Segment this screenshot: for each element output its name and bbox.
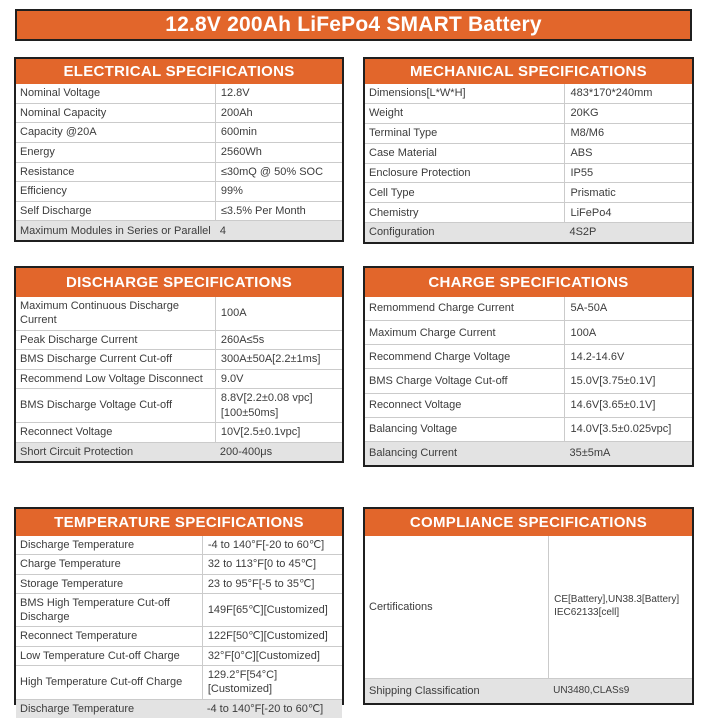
spec-row — [16, 536, 342, 554]
spec-label: Recommend Charge Voltage — [369, 350, 511, 363]
spec-label: BMS Discharge Voltage Cut-off — [20, 399, 173, 412]
spec-value: 20KG — [564, 104, 692, 123]
discharge-specs-body — [16, 297, 342, 461]
spec-row — [365, 441, 692, 465]
spec-row — [365, 320, 692, 344]
spec-value: -4 to 140°F[-20 to 60℃] — [206, 702, 324, 715]
spec-value: 15.0V[3.75±0.1V] — [564, 369, 692, 392]
spec-row — [365, 368, 692, 392]
spec-value: Prismatic — [564, 183, 692, 202]
spec-value: 260A≤5s — [215, 331, 342, 349]
spec-value: -4 to 140°F[-20 to 60℃] — [202, 536, 342, 554]
spec-value: 14.2-14.6V — [564, 345, 692, 368]
spec-label: Discharge Temperature — [20, 539, 135, 551]
spec-label: Maximum Charge Current — [369, 326, 496, 339]
spec-row — [16, 103, 342, 123]
spec-label: Certifications — [369, 600, 433, 613]
spec-label: Energy — [20, 146, 55, 159]
spec-value: 9.0V — [215, 370, 342, 388]
discharge-specs-title: DISCHARGE SPECIFICATIONS — [16, 268, 342, 297]
spec-row — [16, 181, 342, 201]
spec-label: Self Discharge — [20, 204, 92, 217]
spec-label: Balancing Current — [369, 447, 458, 460]
spec-label: High Temperature Cut-off Charge — [20, 676, 183, 689]
spec-row — [16, 646, 342, 665]
spec-row — [365, 123, 692, 143]
spec-label: Maximum Modules in Series or Parallel — [20, 224, 211, 237]
spec-value: ≤3.5% Per Month — [215, 202, 342, 221]
spec-value: 32 to 113°F[0 to 45℃] — [202, 555, 342, 573]
spec-value: 8.8V[2.2±0.08 vpc][100±50ms] — [215, 389, 342, 422]
spec-value: IP55 — [564, 164, 692, 183]
spec-label: BMS Charge Voltage Cut-off — [369, 374, 508, 387]
spec-value: 149F[65℃][Customized] — [202, 594, 342, 627]
spec-row — [16, 84, 342, 103]
compliance-specs-table — [363, 507, 694, 705]
spec-row — [16, 201, 342, 221]
spec-row — [365, 182, 692, 202]
spec-row — [16, 122, 342, 142]
spec-row — [365, 536, 692, 678]
spec-row — [365, 393, 692, 417]
spec-value: 100A — [564, 321, 692, 344]
spec-row — [16, 297, 342, 330]
spec-label: Charge Temperature — [20, 558, 121, 571]
spec-value: 2560Wh — [215, 143, 342, 162]
spec-row — [365, 84, 692, 103]
spec-row — [16, 220, 342, 240]
compliance-specs-body — [365, 536, 692, 703]
electrical-specs-title: ELECTRICAL SPECIFICATIONS — [16, 59, 342, 84]
temperature-specs-title: TEMPERATURE SPECIFICATIONS — [16, 509, 342, 536]
spec-label: Shipping Classification — [369, 684, 480, 697]
spec-value: 200Ah — [215, 104, 342, 123]
spec-value: 35±5mA — [569, 447, 611, 460]
spec-value: 600min — [215, 123, 342, 142]
spec-label: Remommend Charge Current — [369, 302, 514, 315]
spec-row — [16, 442, 342, 461]
spec-label: Balancing Voltage — [369, 423, 458, 436]
spec-value: CE[Battery],UN38.3[Battery] IEC62133[cell] — [548, 536, 692, 678]
spec-row — [365, 143, 692, 163]
spec-label: Storage Temperature — [20, 577, 124, 590]
spec-label: Nominal Capacity — [20, 106, 107, 119]
spec-value: 32°F[0°C][Customized] — [202, 647, 342, 665]
spec-value: ABS — [564, 144, 692, 163]
spec-label: Reconnect Temperature — [20, 630, 138, 643]
spec-value: 4S2P — [569, 226, 597, 239]
spec-label: Case Material — [369, 146, 437, 159]
spec-row — [365, 163, 692, 183]
spec-label: Short Circuit Protection — [20, 445, 134, 458]
spec-row — [365, 417, 692, 441]
spec-label: Nominal Voltage — [20, 87, 101, 100]
spec-row — [16, 142, 342, 162]
spec-value: UN3480,CLASs9 — [553, 684, 630, 696]
temperature-specs-table — [14, 507, 344, 715]
electrical-specs-table — [14, 57, 344, 242]
charge-specs-body — [365, 297, 692, 465]
spec-value: 23 to 95°F[-5 to 35℃] — [202, 575, 342, 593]
spec-row — [16, 626, 342, 645]
spec-label: Discharge Temperature — [20, 702, 135, 715]
mechanical-specs-title: MECHANICAL SPECIFICATIONS — [365, 59, 692, 84]
spec-row — [16, 699, 342, 718]
spec-label: Chemistry — [369, 206, 419, 219]
spec-row — [365, 103, 692, 123]
spec-value: 300A±50A[2.2±1ms] — [215, 350, 342, 368]
spec-row — [16, 349, 342, 368]
spec-row — [365, 344, 692, 368]
spec-value: 4 — [219, 224, 226, 237]
page-title: 12.8V 200Ah LiFePo4 SMART Battery — [15, 9, 692, 41]
spec-label: BMS High Temperature Cut-off Discharge — [20, 596, 170, 624]
discharge-specs-table — [14, 266, 344, 463]
temperature-specs-body — [16, 536, 342, 715]
spec-row — [365, 222, 692, 242]
spec-row — [16, 422, 342, 441]
spec-row — [16, 665, 342, 699]
spec-label: Reconnect Voltage — [369, 398, 462, 411]
spec-value: 14.0V[3.5±0.025vpc] — [564, 418, 692, 441]
spec-value: 122F[50℃][Customized] — [202, 627, 342, 645]
spec-row — [365, 297, 692, 320]
spec-value: ≤30mQ @ 50% SOC — [215, 163, 342, 182]
spec-label: Low Temperature Cut-off Charge — [20, 649, 180, 662]
spec-row — [16, 574, 342, 593]
spec-label: Dimensions[L*W*H] — [369, 87, 466, 100]
spec-label: Recommend Low Voltage Disconnect — [20, 372, 203, 385]
spec-value: 10V[2.5±0.1vpc] — [215, 423, 342, 441]
spec-value: 99% — [215, 182, 342, 201]
spec-value: 12.8V — [215, 84, 342, 103]
spec-label: Efficiency — [20, 185, 67, 198]
electrical-specs-body — [16, 84, 342, 240]
spec-label: Enclosure Protection — [369, 166, 471, 179]
charge-specs-title: CHARGE SPECIFICATIONS — [365, 268, 692, 297]
spec-row — [16, 554, 342, 573]
spec-row — [16, 162, 342, 182]
spec-label: Resistance — [20, 165, 75, 178]
spec-value: 100A — [215, 297, 342, 330]
spec-label: Capacity @20A — [20, 126, 97, 139]
spec-label: Configuration — [369, 226, 435, 239]
compliance-specs-title: COMPLIANCE SPECIFICATIONS — [365, 509, 692, 536]
spec-value: 483*170*240mm — [564, 84, 692, 103]
spec-label: BMS Discharge Current Cut-off — [20, 353, 173, 366]
spec-value: 129.2°F[54°C][Customized] — [202, 666, 342, 699]
spec-label: Weight — [369, 107, 404, 120]
spec-row — [365, 202, 692, 222]
spec-label: Terminal Type — [369, 127, 438, 140]
spec-label: Peak Discharge Current — [20, 333, 138, 346]
spec-row — [16, 593, 342, 627]
spec-label: Cell Type — [369, 186, 415, 199]
mechanical-specs-body — [365, 84, 692, 242]
spec-row — [16, 369, 342, 388]
spec-label: Maximum Continuous Discharge Current — [20, 300, 179, 327]
spec-row — [365, 678, 692, 703]
spec-value: M8/M6 — [564, 124, 692, 143]
spec-row — [16, 330, 342, 349]
charge-specs-table — [363, 266, 694, 467]
spec-value: LiFePo4 — [564, 203, 692, 222]
spec-row — [16, 388, 342, 422]
spec-value: 14.6V[3.65±0.1V] — [564, 394, 692, 417]
spec-value: 5A-50A — [564, 297, 692, 320]
spec-label: Reconnect Voltage — [20, 426, 113, 439]
mechanical-specs-table — [363, 57, 694, 244]
spec-value: 200-400μs — [219, 445, 273, 458]
